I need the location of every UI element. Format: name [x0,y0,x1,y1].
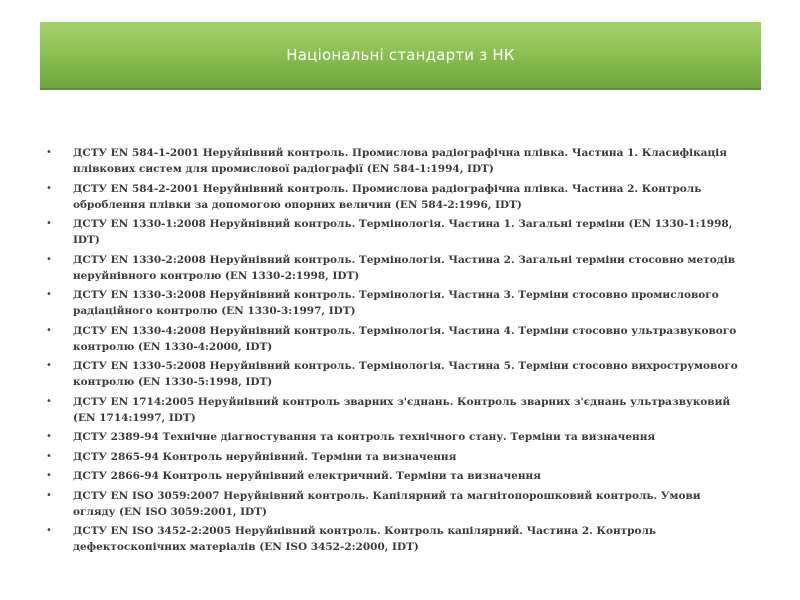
list-item-text: ДСТУ EN 1330-5:2008 Неруйнівний контроль. Термінологія. Частина 5. Терміни стосовно вихрострумового контролю (EN 1330-5:1998, IDT) [73,360,738,388]
list-item-text: ДСТУ EN 584-1-2001 Неруйнівний контроль. Промислова радіографічна плівка. Частина 1. Класифікація плівкових систем для промислової радіографії (EN 584-1:1994, IDT) [73,147,727,175]
bullet-icon: • [46,182,52,194]
list-item [44,449,744,465]
list-item [44,394,744,426]
list-item [44,429,744,445]
bullet-icon: • [46,147,52,158]
list-item [44,181,744,213]
list-item [44,468,744,484]
list-item [44,216,744,248]
standards-list [44,145,744,555]
bullet-icon: • [46,218,52,229]
list-item-text: ДСТУ EN 1714:2005 Неруйнівний контроль зварних з'єднань. Контроль зварних з'єднань ультразвуковий (EN 1714:1997, IDT) [73,395,731,424]
list-item [44,488,744,520]
list-item-text: ДСТУ EN ISO 3452-2:2005 Неруйнівний контроль. Контроль капілярний. Частина 2. Контроль дефектоскопічних матеріалів (EN ISO 3452-2:2000, IDT) [73,525,657,553]
bullet-icon: • [46,253,52,265]
bullet-icon: • [46,525,52,536]
list-item-text: ДСТУ EN 1330-4:2008 Неруйнівний контроль. Термінологія. Частина 4. Терміни стосовно ультразвукового контролю (EN 1330-4:2000, IDT) [73,324,737,353]
bullet-icon: • [46,395,52,407]
list-item-text: ДСТУ EN ISO 3059:2007 Неруйнівний контроль. Капілярний та магнітопорошковий контроль. Умови огляду (EN ISO 3059:2001, IDT) [73,489,701,518]
list-item-text: ДСТУ EN 1330-2:2008 Неруйнівний контроль. Термінологія. Частина 2. Загальні терміни стосовно методів неруйнівного контролю (EN 1330-2:1998, IDT) [73,253,736,282]
bullet-icon: • [46,470,52,481]
bullet-icon: • [46,360,52,371]
list-item [44,287,744,319]
bullet-icon: • [46,431,52,442]
list-item [44,323,744,355]
list-item-text: ДСТУ 2389-94 Технічне діагностування та контроль технічного стану. Терміни та визначення [73,431,656,443]
list-item-text: ДСТУ EN 1330-3:2008 Неруйнівний контроль. Термінологія. Частина 3. Терміни стосовно промислового радіаційного контролю (EN 1330-3:1997, IDT) [73,289,719,317]
list-item-text: ДСТУ EN 1330-1:2008 Неруйнівний контроль. Термінологія. Частина 1. Загальні терміни (EN 1330-1:1998, IDT) [73,218,733,246]
bullet-icon: • [46,450,52,462]
title-banner [40,22,761,90]
list-item-text: ДСТУ EN 584-2-2001 Неруйнівний контроль. Промислова радіографічна плівка. Частина 2. Контроль оброблення плівки за допомогою опорних величин (EN 584-2:1996, IDT) [73,182,702,211]
slide-content [44,145,744,559]
bullet-icon: • [46,289,52,300]
slide-title: Національні стандарти з НК [286,46,515,64]
list-item [44,252,744,284]
list-item [44,358,744,390]
bullet-icon: • [46,489,52,501]
list-item [44,523,744,555]
bullet-icon: • [46,324,52,336]
list-item-text: ДСТУ 2866-94 Контроль неруйнівний електричний. Терміни та визначення [73,470,541,482]
list-item-text: ДСТУ 2865-94 Контроль неруйнівний. Терміни та визначення [73,450,457,463]
list-item [44,145,744,177]
